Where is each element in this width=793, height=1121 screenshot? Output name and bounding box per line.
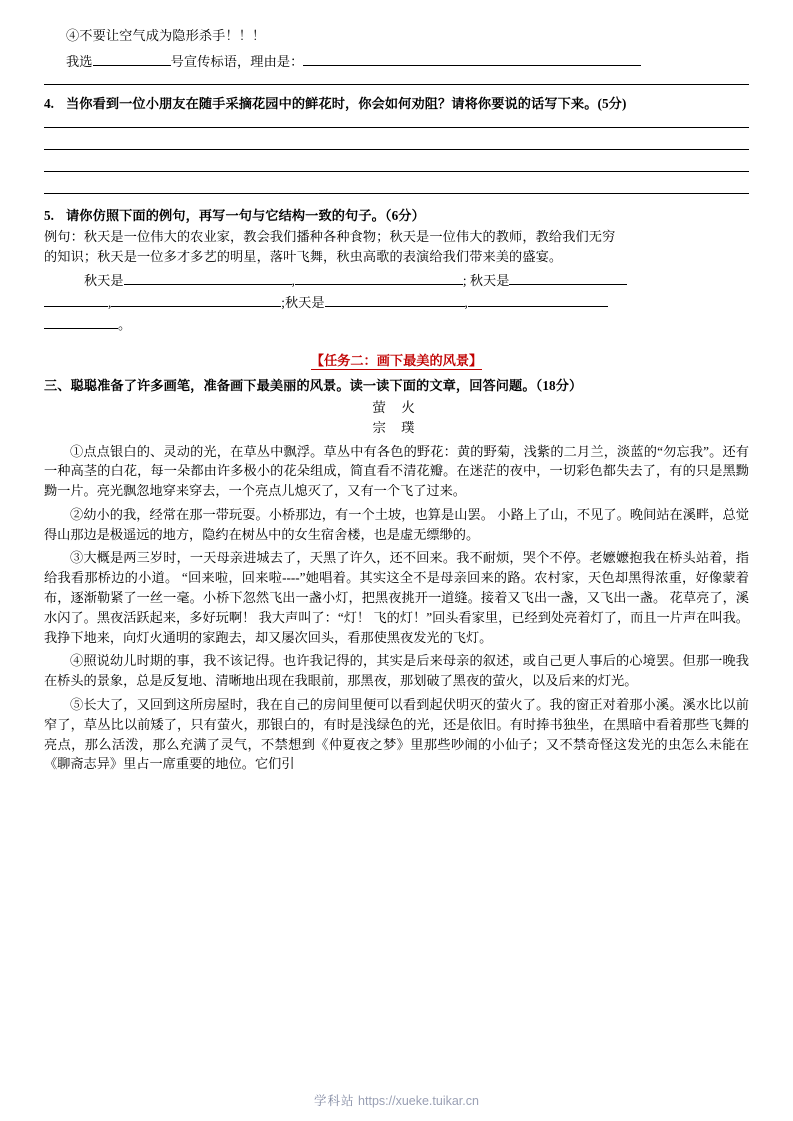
article-paragraph-3: ③大概是两三岁时，一天母亲进城去了，天黑了许久，还不回来。我不耐烦，哭个不停。老嬷嬷抱我在桥头站着，指给我看那桥边的小道。 “回来啦，回来啦----”她唱着。其实这全不是母亲回来的路。农村家，天色却黑得浓重，好像蒙着布，逐渐勒紧了一丝一毫。小桥下忽然飞出一盏小灯，把黑夜挑开一道缝。接着又飞出一盏，又飞出一盏。 花草亮了，溪水闪了。黑夜活跃起来，多好玩啊！ 我大声叫了：“灯！ 飞的灯！”回头看家里，已经到处亮着灯了，而且一片声在叫我。我挣下地来，向灯火通明的家跑去，却又屡次回头，看那使黑夜发光的飞灯。 (44, 550, 749, 645)
answer-line-4-3[interactable] (44, 171, 749, 172)
question-5 (44, 206, 749, 226)
choose-mid-label: 号宣传标语，理由是： (170, 53, 304, 69)
task-two-banner (44, 350, 749, 370)
question-4 (44, 94, 749, 114)
section-three-heading: 三、聪聪准备了许多画笔，准备画下最美丽的风景。读一读下面的文章，回答问题。（18分） (44, 378, 583, 393)
fill-b-label: 秋天是 (469, 273, 510, 288)
slogan-option-4: ④不要让空气成为隐形杀手！！！ (66, 28, 266, 43)
question-5-example-line-2: 的知识；秋天是一位多才多艺的明星，落叶飞舞，秋虫高歌的表演给我们带来美的盛宴。 (44, 248, 563, 264)
fill-a-label: 秋天是 (84, 273, 124, 288)
article-paragraph-5: ⑤长大了，又回到这所房屋时，我在自己的房间里便可以看到起伏明灭的萤火了。我的窗正对着那小溪。溪水比以前窄了，草丛比以前矮了，只有萤火，那银白的，有时是浅绿色的光，还是依旧。有时捧书独坐，在黑暗中看着那些飞舞的亮点，那么活泼，那么充满了灵气，不禁想到《仲夏夜之梦》里那些吵闹的小仙子；又不禁奇怪这发光的虫怎么未能在《聊斋志异》里占一席重要的地位。它们引 (44, 697, 749, 772)
blank-5-c3[interactable] (44, 315, 118, 329)
blank-reason-line1[interactable] (303, 52, 641, 66)
question-5-fill-row-2: , ;秋天是 , (44, 292, 749, 314)
question-4-text: 当你看到一位小朋友在随手采摘花园中的鲜花时，你会如何劝阻？请将你要说的话写下来。(5分) (66, 96, 627, 111)
question-5-fill-row-1: 秋天是 , ; 秋天是 (84, 270, 749, 292)
watermark (0, 1091, 793, 1109)
question-4-number: 4. (44, 96, 54, 111)
blank-5-b3[interactable] (111, 293, 281, 307)
blank-slogan-number[interactable] (93, 52, 171, 66)
blank-5-b2[interactable] (44, 293, 108, 307)
fill-c-label: 秋天是 (284, 295, 325, 310)
article-paragraph-1: ①点点银白的、灵动的光，在草丛中飘浮。草丛中有各色的野花：黄的野菊，浅紫的二月兰，淡蓝的“勿忘我”。还有一种高茎的白花，每一朵都由许多极小的花朵组成，简直看不清花瓣。在迷茫的夜中，一切彩色都失去了，有的只是黑黝黝一片。亮光飘忽地穿来穿去，一个亮点儿熄灭了，又有一个飞了过来。 (44, 443, 749, 499)
watermark-url: https://xueke.tuikar.cn (358, 1094, 479, 1108)
task-two-banner-label: 【任务二：画下最美的风景】 (310, 353, 483, 368)
fill-period: 。 (118, 317, 132, 332)
choose-slogan-fill-row (44, 52, 749, 72)
article-title: 萤 火 (372, 399, 421, 415)
answer-line-4-1[interactable] (44, 127, 749, 128)
blank-5-b1[interactable] (509, 271, 627, 285)
blank-5-a2[interactable] (295, 271, 463, 285)
article-paragraph-4: ④照说幼儿时期的事，我不该记得。也许我记得的，其实是后来母亲的叙述，或自己更人事后的心境罢。但那一晚我在桥头的景象，总是反复地、清晰地出现在我眼前，那黑夜，那划破了黑夜的萤火，以及后来的灯光。 (44, 653, 749, 689)
question-5-number: 5. (44, 207, 54, 223)
answer-line-4-2[interactable] (44, 149, 749, 150)
blank-5-c2[interactable] (468, 293, 608, 307)
question-5-text: 请你仿照下面的例句，再写一句与它结构一致的句子。（6分） (66, 207, 425, 223)
blank-5-a1[interactable] (124, 271, 292, 285)
question-5-fill-row-3 (44, 314, 749, 336)
answer-line-4-4[interactable] (44, 193, 749, 194)
choose-prefix-label: 我选 (66, 53, 93, 69)
question-5-example-line-1: 例句：秋天是一位伟大的农业家，教会我们播种各种食物；秋天是一位伟大的教师，教给我们无穷 (44, 229, 616, 244)
watermark-logo: 学科站 (314, 1094, 355, 1108)
blank-5-c1[interactable] (325, 293, 465, 307)
article-author: 宗 璞 (372, 419, 421, 435)
blank-reason-line2[interactable] (44, 84, 749, 85)
article-paragraph-2: ②幼小的我，经常在那一带玩耍。小桥那边，有一个土坡，也算是山罢。 小路上了山，不见了。晚间站在溪畔，总觉得山那边是极遥远的地方，隐约在树丛中的女生宿舍楼，也是虚无缥缈的。 (44, 506, 749, 542)
